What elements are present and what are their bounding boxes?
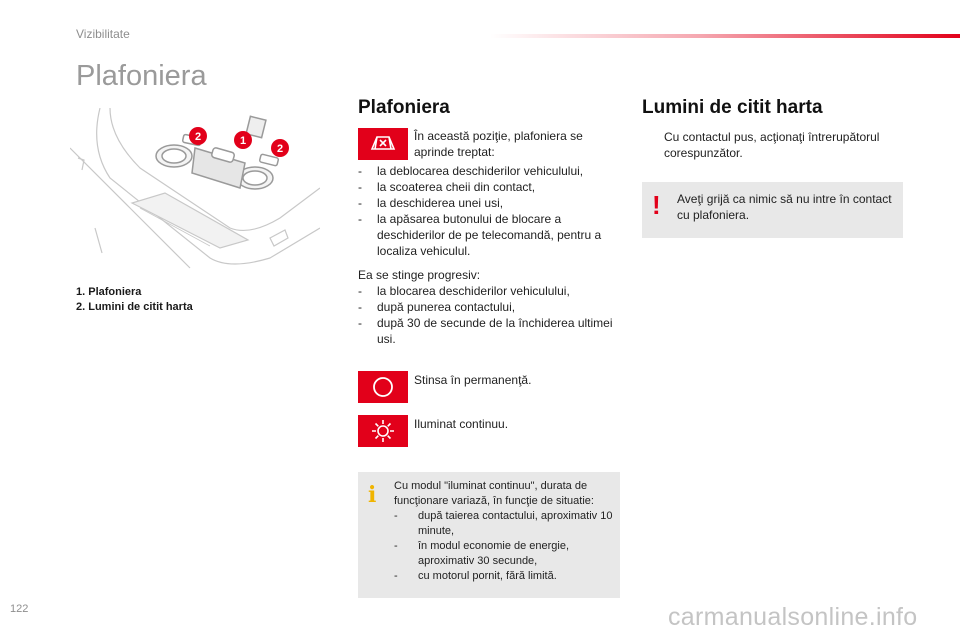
door-mode-description: În această poziţie, plafoniera se aprinde treptat: xyxy=(414,129,583,159)
page-number: 122 xyxy=(10,603,29,615)
list-item: - la scoaterea cheii din contact, xyxy=(358,179,620,195)
list-item: - la apăsarea butonului de blocare a deschiderilor de pe telecomandă, pentru a localiza vehiculul. xyxy=(358,211,620,259)
section-label: Vizibilitate xyxy=(76,27,130,41)
reading-lights-instruction xyxy=(642,129,904,161)
info-intro: Cu modul "iluminat continuu", durata de funcţionare variază, în funcţie de situatie: xyxy=(394,480,594,507)
light-off-intro: Ea se stinge progresiv: xyxy=(358,268,481,282)
list-item: - la deschiderea unei usi, xyxy=(358,195,620,211)
light-continuous-description: Iluminat continuu. xyxy=(414,417,509,431)
plafoniera-heading: Plafoniera xyxy=(358,97,450,118)
list-item: - la blocarea deschiderilor vehiculului, xyxy=(358,283,620,299)
header-accent-rule xyxy=(490,34,960,38)
illustration-marker-1: 1 xyxy=(239,135,247,147)
list-item: - după taierea contactului, aproximativ 10 minute, xyxy=(394,509,616,539)
info-panel xyxy=(358,472,620,598)
light-on-list xyxy=(358,163,620,259)
light-continuous-icon xyxy=(358,415,408,447)
watermark: carmanualsonline.info xyxy=(668,603,918,631)
warning-text: Aveţi grijă ca nimic să nu intre în contact cu plafoniera. xyxy=(677,192,892,222)
legend-item: 1. Plafoniera xyxy=(76,286,142,298)
list-item: - cu motorul pornit, fără limită. xyxy=(394,569,616,584)
list-item: - după punerea contactului, xyxy=(358,299,620,315)
page-title: Plafoniera xyxy=(76,60,207,92)
illustration-legend xyxy=(76,285,193,315)
light-off-icon xyxy=(358,371,408,403)
warning-icon: ! xyxy=(652,190,661,220)
list-item: - la deblocarea deschiderilor vehiculului, xyxy=(358,163,620,179)
illustration-marker-2-left: 2 xyxy=(194,131,202,143)
ceiling-light-illustration xyxy=(70,108,320,278)
info-icon: i xyxy=(368,482,377,508)
info-text xyxy=(394,479,616,584)
door-mode-icon xyxy=(358,128,408,160)
light-off-section xyxy=(358,267,620,347)
list-item: - în modul economie de energie, aproximativ 30 secunde, xyxy=(394,539,616,569)
light-off-description: Stinsa în permanenţă. xyxy=(414,373,532,387)
list-item: - după 30 de secunde de la închiderea ultimei usi. xyxy=(358,315,620,347)
warning-panel xyxy=(642,182,903,238)
legend-item: 2. Lumini de citit harta xyxy=(76,301,193,313)
instruction-text: Cu contactul pus, acţionaţi întrerupătorul corespunzător. xyxy=(664,130,880,160)
illustration-marker-2-right: 2 xyxy=(276,143,284,155)
reading-lights-heading: Lumini de citit harta xyxy=(642,97,823,118)
